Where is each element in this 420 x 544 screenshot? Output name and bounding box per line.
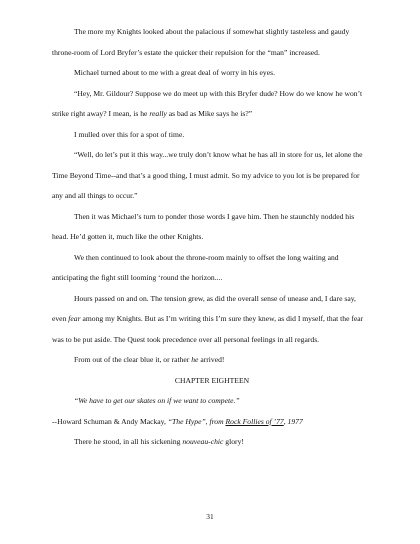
paragraph: There he stood, in all his sickening nouveau-chic glory! (74, 437, 244, 446)
song-title: “The Hype”, from (167, 416, 226, 426)
chapter-heading: CHAPTER EIGHTEEN (174, 375, 250, 385)
paragraph: Then it was Michael’s turn to ponder those words I gave him. Then he staunchly nodded his head. He’d gotten it, much like the other Knights. (52, 211, 355, 241)
epigraph: “We have to get our skates on if we want to compete.” (74, 396, 240, 405)
paragraph: I mulled over this for a spot of time. (74, 129, 185, 139)
page-number: 31 (206, 512, 214, 521)
paragraph: “Well, do let’s put it this way...we truly don’t know what he has all in store for us, let alone the Time Beyond Time--and that’s a good thing, I must admit. So my advice to you lot is be prepared for any and all things to occur.” (52, 150, 363, 200)
album-title: Rock Follies of ’77 (225, 416, 284, 426)
page-body (52, 22, 372, 453)
paragraph: From out of the clear blue it, or rather he arrived! (74, 355, 225, 364)
paragraph: The more my Knights looked about the palacious if somewhat slightly tasteless and gaudy throne-room of Lord Bryfer’s estate the quicker their repulsion for the “man” increased. (52, 27, 350, 57)
epigraph-attribution: --Howard Schuman & Andy Mackay, “The Hype”, from Rock Follies of ’77, 1977 (52, 416, 303, 426)
emphasis: nouveau-chic (182, 437, 224, 446)
emphasis: fear (68, 314, 81, 323)
paragraph: Hours passed on and on. The tension grew, as did the overall sense of unease and, I dare say, even fear among my Knights. But as I’m writing this I’m sure they knew, as did I myself, that the fear was to be put aside. The Quest took precedence over all personal feelings in all regards. (52, 293, 364, 344)
paragraph: “Hey, Mr. Gildour? Suppose we do meet up with this Bryfer dude? How do we know he won’t strike right away? I mean, is he really as bad as Mike says he is?” (52, 88, 363, 118)
emphasis: he (191, 355, 199, 364)
paragraph: Michael turned about to me with a great deal of worry in his eyes. (74, 68, 275, 77)
emphasis: really (149, 109, 167, 118)
paragraph: We then continued to look about the throne-room mainly to offset the long waiting and anticipating the fight still looming ‘round the horizon.... (52, 252, 339, 282)
year: , 1977 (283, 416, 303, 426)
